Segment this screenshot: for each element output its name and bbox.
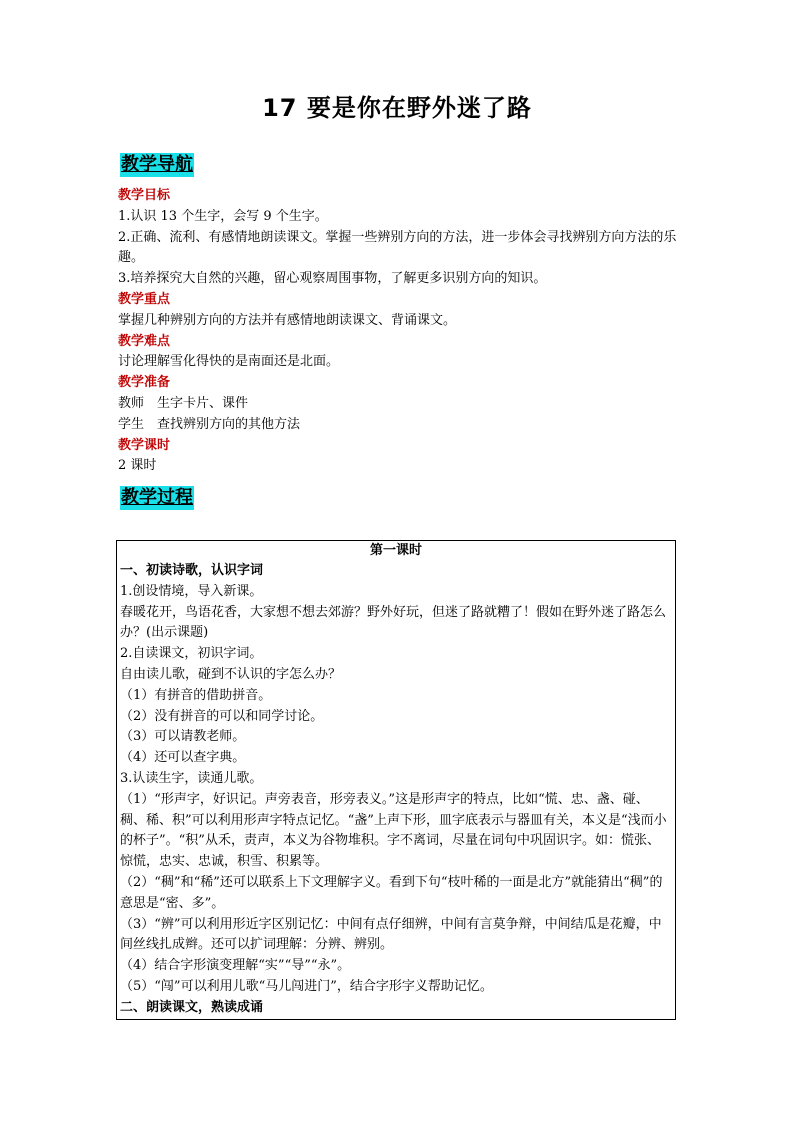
table-body <box>117 561 675 1019</box>
lesson-table <box>116 540 676 1020</box>
table-header: 第一课时 <box>369 543 422 558</box>
key-points-text: 掌握几种辨别方向的方法并有感情地朗读课文、背诵课文。 <box>118 312 457 328</box>
table-line: 2.自读课文，初识字词。 <box>120 646 263 662</box>
goal-item: 1.认识 13 个生字，会写 9 个生字。 <box>118 208 328 224</box>
difficulties-heading: 教学难点 <box>118 333 171 349</box>
table-line: （3）可以请教老师。 <box>120 729 246 745</box>
page-title: 17 要是你在野外迷了路 <box>262 94 532 122</box>
table-line: （1）“形声字，好识记。声旁表音，形旁表义。”这是形声字的特点，比如“慌、忠、盏、碰、稠、稀、积”可以利用形声字特点记忆。“盏”上声下形，皿字底表示与器皿有关，本义是“浅而小的杯子”。“积”从禾，责声，本义为谷物堆积。字不离词，尽量在词句中巩固识字。如：慌张、惊慌，忠实、忠诚，积雪、积累等。 <box>120 791 667 870</box>
table-line: 3.认读生字，读通儿歌。 <box>120 770 263 786</box>
table-line: 自由读儿歌，碰到不认识的字怎么办？ <box>120 666 342 682</box>
table-line: （5）“闯”可以利用儿歌“马儿闯进门”，结合字形字义帮助记忆。 <box>120 978 493 994</box>
table-line: （2）“稠”和“稀”还可以联系上下文理解字义。看到下句“枝叶稀的一面是北方”就能猜出“稠”的意思是“密、多”。 <box>120 874 663 911</box>
preparation-item: 学生 查找辨别方向的其他方法 <box>118 416 301 432</box>
preparation-heading: 教学准备 <box>118 375 171 391</box>
table-line: （1）有拼音的借助拼音。 <box>120 687 272 703</box>
class-hours-text: 2 课时 <box>118 458 157 474</box>
part-two-heading: 二、朗读课文，熟读成诵 <box>120 999 264 1015</box>
table-line: （4）还可以查字典。 <box>120 750 246 766</box>
table-line: 春暖花开，鸟语花香，大家想不想去郊游？野外好玩，但迷了路就糟了！假如在野外迷了路怎么办？(出示课题) <box>120 604 667 641</box>
table-line: 1.创设情境，导入新课。 <box>120 583 263 599</box>
part-one-heading: 一、初读诗歌，认识字词 <box>120 563 264 578</box>
goals-heading: 教学目标 <box>118 188 171 203</box>
table-line: （4）结合字形演变理解“实”“导”“永”。 <box>120 958 351 974</box>
key-points-heading: 教学重点 <box>118 291 171 307</box>
table-line: （3）“辨”可以利用形近字区别记忆：中间有点仔细辨，中间有言莫争辩，中间结瓜是花瓣，中间丝线扎成辫。还可以扩词理解：分辨、辨别。 <box>120 916 662 953</box>
nav-banner: 教学导航 <box>121 154 193 175</box>
class-hours-heading: 教学课时 <box>118 437 171 453</box>
preparation-item: 教师 生字卡片、课件 <box>118 395 249 411</box>
table-line: （2）没有拼音的可以和同学讨论。 <box>120 708 324 724</box>
difficulties-text: 讨论理解雪化得快的是南面还是北面。 <box>118 354 340 370</box>
goal-item: 3.培养探究大自然的兴趣，留心观察周围事物，了解更多识别方向的知识。 <box>118 271 547 287</box>
process-banner: 教学过程 <box>121 487 193 508</box>
goal-item: 2.正确、流利、有感情地朗读课文。掌握一些辨别方向的方法，进一步体会寻找辨别方向方法的乐趣。 <box>118 229 677 266</box>
teaching-navigation <box>118 186 678 477</box>
